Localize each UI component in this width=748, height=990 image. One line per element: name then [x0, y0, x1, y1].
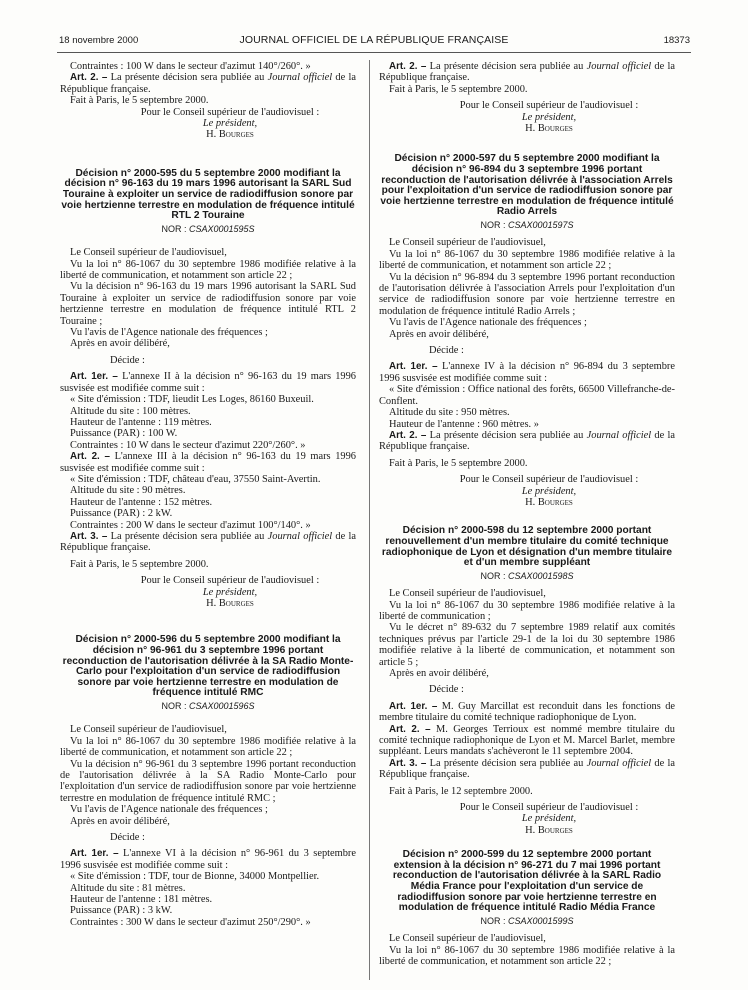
page-number: 18373: [663, 35, 690, 46]
page-header: [0, 33, 748, 49]
journal-title: JOURNAL OFFICIEL DE LA RÉPUBLIQUE FRANÇAISE: [239, 34, 509, 46]
signature-role: Le président,: [521, 485, 577, 497]
annex-line: Hauteur de l'antenne : 152 mètres.: [70, 496, 213, 508]
decide-heading: Décide :: [110, 354, 145, 366]
paragraph: Vu la loi n° 86-1067 du 30 septembre 1986 modifiée relative à la liberté de communication ;: [379, 599, 675, 622]
nor-reference: NOR : CSAX0001595S: [161, 223, 255, 234]
decision-599-title: Décision n° 2000-599 du 12 septembre 2000 portant extension à la décision n° 96-271 du 7 mai 1996 portant reconduction de l'autorisation délivrée à la SARL Radio Média France pour l'exploitation d'un service de radiodiffusion sonore par voie hertzienne terrestre en modulation de fréquence intitulé Radio Média France: [392, 849, 662, 914]
decide-heading: Décide :: [429, 684, 464, 696]
signing-place-date: Fait à Paris, le 5 septembre 2000.: [389, 83, 528, 95]
signature-block: [60, 575, 356, 609]
constraints-line: Contraintes : 100 W dans le secteur d'azimut 140°/260°. »: [70, 61, 311, 72]
paragraph: Vu l'avis de l'Agence nationale des fréquences ;: [389, 317, 587, 329]
signature-name: H. Bourges: [525, 496, 573, 508]
signature-block: [379, 802, 675, 836]
paragraph: Après en avoir délibéré,: [70, 815, 170, 827]
annex-line: Altitude du site : 950 mètres.: [389, 407, 510, 419]
annex-line: « Site d'émission : Office national des forêts, 66500 Villefranche-de-Conflent.: [379, 384, 675, 407]
annex-line: Hauteur de l'antenne : 119 mètres.: [70, 416, 212, 428]
article-label: Art. 2. –: [70, 72, 108, 84]
annex-line: Hauteur de l'antenne : 960 mètres. »: [389, 418, 539, 430]
decision-598-title: Décision n° 2000-598 du 12 septembre 2000 portant renouvellement d'un membre titulaire du comité technique radiophonique de Lyon et désignation d'un membre titulaire et d'un membre suppléant: [381, 525, 673, 569]
signing-place-date: Fait à Paris, le 5 septembre 2000.: [70, 558, 209, 570]
article-3: Art. 3. – La présente décision sera publiée au Journal officiel de la République française.: [379, 757, 675, 781]
annex-line: « Site d'émission : TDF, château d'eau, 37550 Saint-Avertin.: [70, 473, 321, 485]
signature-org: Pour le Conseil supérieur de l'audiovisuel :: [459, 100, 639, 112]
article-1: Art. 1er. – L'annexe II à la décision n° 96-163 du 19 mars 1996 susvisée est modifiée comme suit :: [60, 371, 356, 394]
annex-line: Puissance (PAR) : 3 kW.: [70, 905, 173, 917]
annex-line: Hauteur de l'antenne : 181 mètres.: [70, 894, 213, 906]
paragraph: Le Conseil supérieur de l'audiovisuel,: [389, 237, 546, 249]
paragraph: Vu la loi n° 86-1067 du 30 septembre 1986 modifiée relative à la liberté de communication, et notamment son article 22 ;: [379, 944, 675, 968]
annex-line: « Site d'émission : TDF, tour de Bionne, 34000 Montpellier.: [70, 871, 320, 883]
annex-line: Altitude du site : 90 mètres.: [70, 485, 186, 497]
article-2: Art. 2. – M. Georges Terrioux est nommé membre titulaire du comité technique radiophonique de Lyon et M. Marcel Barlet, membre suppléant. Leurs mandats s'achèveront le 11 septembre 2004.: [379, 723, 675, 758]
header-rule: [57, 52, 691, 53]
signature-block: [60, 107, 356, 141]
annex-line: « Site d'émission : TDF, lieudit Les Loges, 86160 Buxeuil.: [70, 394, 314, 406]
annex-line: Contraintes : 300 W dans le secteur d'azimut 250°/290°. »: [70, 916, 311, 928]
decision-596-title: Décision n° 2000-596 du 5 septembre 2000 modifiant la décision n° 96-961 du 3 septembre 1996 portant reconduction de l'autorisation délivrée à la SA Radio Monte-Carlo pour l'exploitation d'un service de radiodiffusion sonore par voie hertzienne terrestre en modulation de fréquence intitulé RMC: [62, 634, 354, 699]
annex-line: Contraintes : 200 W dans le secteur d'azimut 100°/140°. »: [70, 519, 311, 531]
article-3: Art. 3. – La présente décision sera publiée au Journal officiel de la République française.: [60, 530, 356, 554]
paragraph: Vu l'avis de l'Agence nationale des fréquences ;: [70, 804, 268, 816]
paragraph: Après en avoir délibéré,: [389, 667, 489, 679]
signature-name: H. Bourges: [525, 123, 573, 135]
article-1: Art. 1er. – L'annexe IV à la décision n° 96-894 du 3 septembre 1996 susvisée est modifiée comme suit :: [379, 361, 676, 384]
paragraph: Vu la loi n° 86-1067 du 30 septembre 1986 modifiée relative à la liberté de communication, et notamment son article 22 ;: [60, 258, 356, 282]
signature-role: Le président,: [202, 586, 258, 598]
paragraph: Après en avoir délibéré,: [389, 328, 489, 340]
paragraph: Vu l'avis de l'Agence nationale des fréquences ;: [70, 327, 268, 339]
issue-date: 18 novembre 2000: [59, 35, 139, 46]
signing-place-date: Fait à Paris, le 5 septembre 2000.: [389, 457, 528, 469]
paragraph: Le Conseil supérieur de l'audiovisuel,: [389, 933, 546, 945]
paragraph: Le Conseil supérieur de l'audiovisuel,: [389, 588, 546, 600]
signature-org: Pour le Conseil supérieur de l'audiovisuel :: [459, 802, 639, 814]
left-column: [60, 61, 356, 928]
decision-597-title: Décision n° 2000-597 du 5 septembre 2000 modifiant la décision n° 96-894 du 3 septembre 1996 portant reconduction de l'autorisation délivrée à l'association Arrels pour l'exploitation d'un service de radiodiffusion sonore par voie hertzienne terrestre en modulation de fréquence intitulé Radio Arrels: [380, 153, 674, 218]
annex-line: Puissance (PAR) : 100 W.: [70, 428, 178, 440]
article-2: Art. 2. – La présente décision sera publiée au Journal officiel de la République française.: [379, 61, 675, 84]
paragraph: Vu la décision n° 96-894 du 3 septembre 1996 portant reconduction de l'autorisation délivrée à l'association Arrels pour l'exploitation d'un service de radiodiffusion sonore par voie hertzienne terrestre en modulation de fréquence intitulé Radio Arrels ;: [379, 271, 675, 317]
signature-org: Pour le Conseil supérieur de l'audiovisuel :: [140, 575, 320, 587]
article-2: Art. 2. – La présente décision sera publiée au Journal officiel de la République française.: [60, 72, 356, 95]
annex-line: Contraintes : 10 W dans le secteur d'azimut 220°/260°. »: [70, 439, 306, 451]
signature-name: H. Bourges: [525, 824, 573, 836]
paragraph: Vu la loi n° 86-1067 du 30 septembre 1986 modifiée relative à la liberté de communication, et notamment son article 22 ;: [60, 735, 356, 759]
signature-org: Pour le Conseil supérieur de l'audiovisuel :: [140, 106, 320, 118]
nor-reference: NOR : CSAX0001598S: [480, 570, 574, 581]
decide-heading: Décide :: [429, 345, 464, 357]
signature-name: H. Bourges: [206, 598, 254, 609]
annex-line: Puissance (PAR) : 2 kW.: [70, 508, 173, 520]
paragraph: Le Conseil supérieur de l'audiovisuel,: [70, 724, 227, 736]
signature-org: Pour le Conseil supérieur de l'audiovisuel :: [459, 474, 639, 486]
right-column: [379, 61, 675, 967]
column-divider: [369, 60, 370, 980]
paragraph: Vu la décision n° 96-163 du 19 mars 1996 autorisant la SARL Sud Touraine à exploiter un service de radiodiffusion sonore par voie hertzienne terrestre en modulation de fréquence intitulé RTL 2 Touraine ;: [60, 281, 356, 327]
nor-reference: NOR : CSAX0001597S: [480, 220, 574, 230]
signature-block: [379, 100, 675, 134]
signature-block: [379, 474, 675, 508]
signing-place-date: Fait à Paris, le 12 septembre 2000.: [389, 785, 533, 797]
decide-heading: Décide :: [110, 832, 145, 844]
annex-line: Altitude du site : 81 mètres.: [70, 882, 186, 894]
paragraph: Vu la loi n° 86-1067 du 30 septembre 1986 modifiée relative à la liberté de communication, et notamment son article 22 ;: [379, 248, 675, 272]
paragraph: Vu la décision n° 96-961 du 3 septembre 1996 portant reconduction de l'autorisation délivrée à la SA Radio Monte-Carlo pour l'exploitation d'un service de radiodiffusion sonore par voie hertzienne terrestre en modulation de fréquence intitulé RMC ;: [60, 758, 356, 804]
paragraph: Le Conseil supérieur de l'audiovisuel,: [70, 247, 227, 259]
signature-role: Le président,: [202, 118, 258, 130]
paragraph: Vu le décret n° 89-632 du 7 septembre 1989 relatif aux comités techniques prévus par l'article 29-1 de la loi du 30 septembre 1986 modifiée relative à la liberté de communication, et notamment son article 5 ;: [379, 622, 675, 668]
article-2: Art. 2. – L'annexe III à la décision n° 96-163 du 19 mars 1996 susvisée est modifiée comme suit :: [60, 451, 356, 474]
article-2: Art. 2. – La présente décision sera publiée au Journal officiel de la République française.: [379, 429, 675, 453]
annex-line: Altitude du site : 100 mètres.: [70, 405, 191, 417]
nor-reference: NOR : CSAX0001596S: [161, 700, 255, 711]
article-1: Art. 1er. – L'annexe VI à la décision n° 96-961 du 3 septembre 1996 susvisée est modifiée comme suit :: [60, 848, 357, 871]
article-1: Art. 1er. – M. Guy Marcillat est reconduit dans les fonctions de membre titulaire du comité technique radiophonique de Lyon.: [379, 700, 676, 724]
signature-role: Le président,: [521, 111, 577, 123]
nor-reference: NOR : CSAX0001599S: [480, 915, 574, 926]
signing-place-date: Fait à Paris, le 5 septembre 2000.: [70, 95, 209, 107]
signature-name: H. Bourges: [206, 129, 254, 141]
signature-role: Le président,: [521, 813, 577, 825]
decision-595-title: Décision n° 2000-595 du 5 septembre 2000 modifiant la décision n° 96-163 du 19 mars 1996 autorisant la SARL Sud Touraine à exploiter un service de radiodiffusion sonore par voie hertzienne terrestre en modulation de fréquence intitulé RTL 2 Touraine: [61, 167, 355, 222]
paragraph: Après en avoir délibéré,: [70, 338, 170, 350]
